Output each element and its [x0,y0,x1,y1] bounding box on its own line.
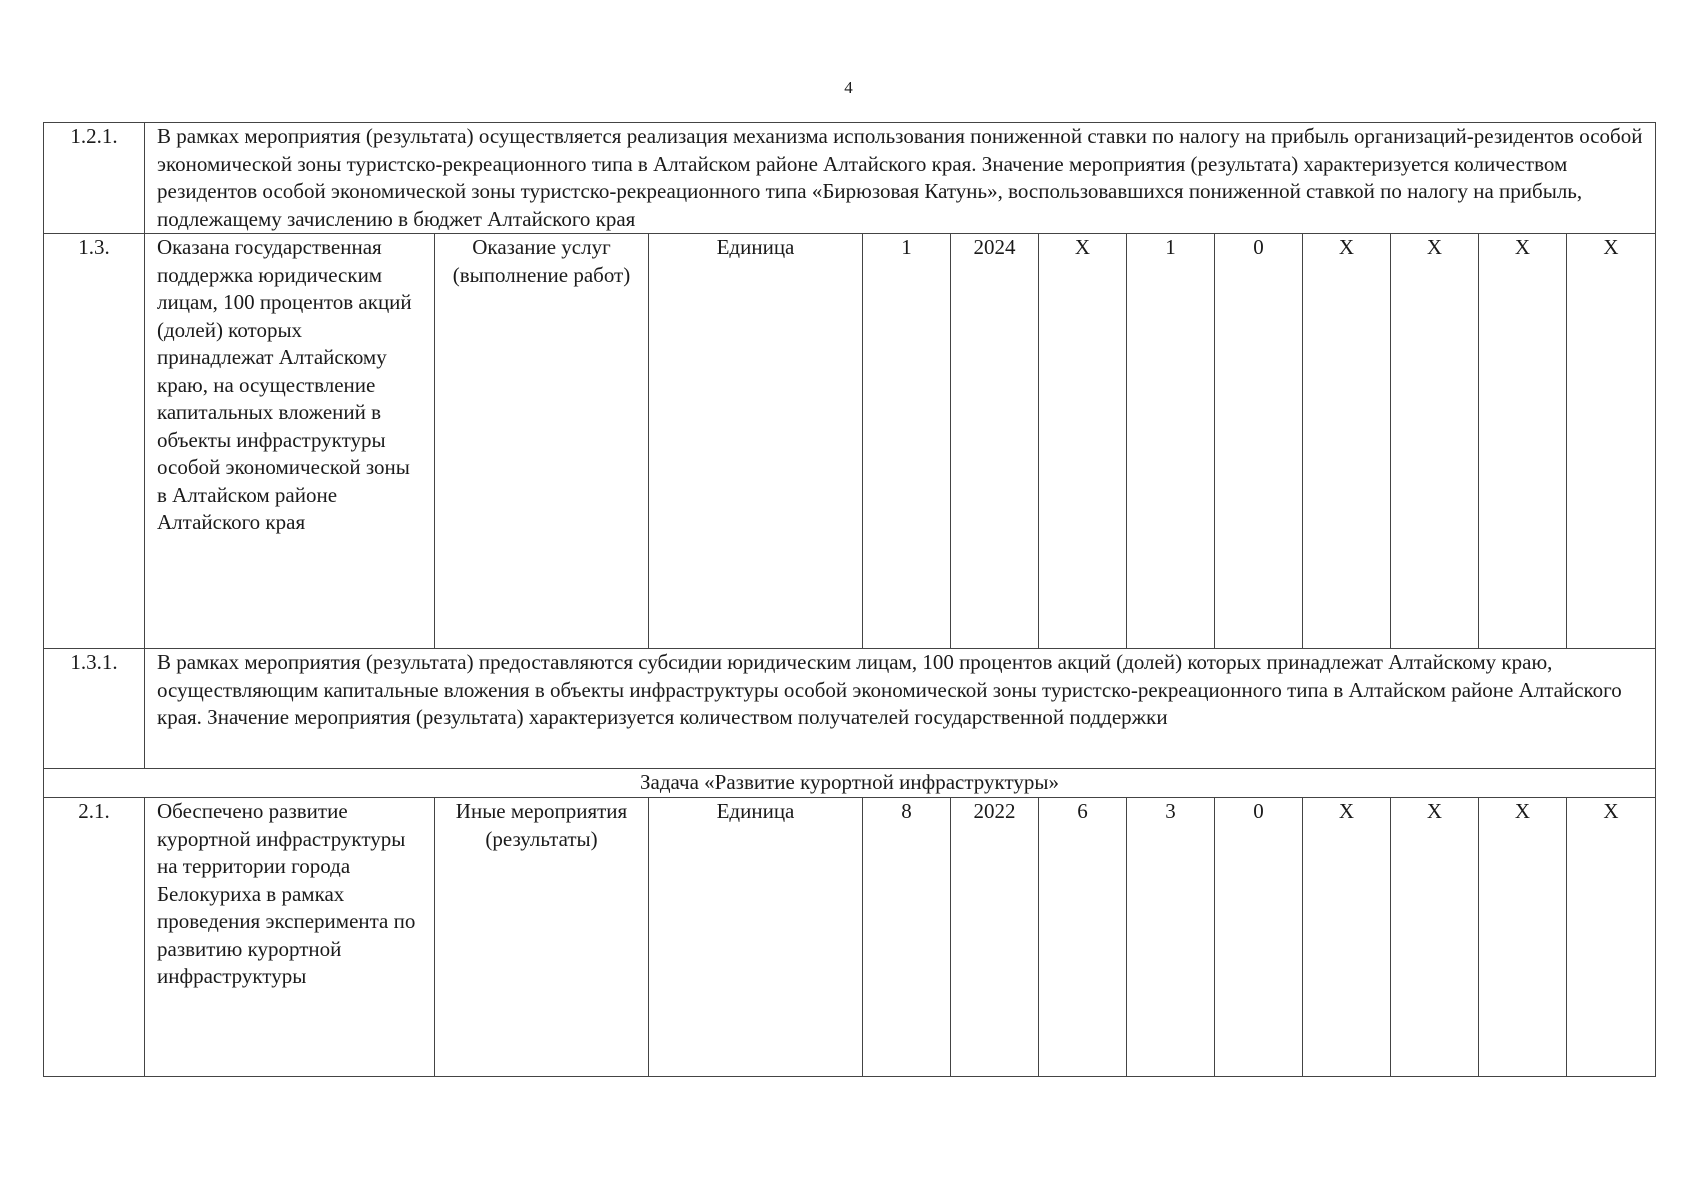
base-value: 8 [863,798,951,1077]
value-cell: X [1039,234,1127,649]
value-cell: X [1391,798,1479,1077]
result-name: Оказана государственная поддержка юридическим лицам, 100 процентов акций (долей) которых принадлежат Алтайскому краю, на осуществление капитальных вложений в объекты инфраструктуры особой экономической зоны в Алтайском районе Алтайского края [145,234,435,649]
value-cell: 1 [1127,234,1215,649]
row-number: 1.2.1. [44,123,145,234]
measure-description: В рамках мероприятия (результата) осуществляется реализация механизма использования пониженной ставки по налогу на прибыль организаций-резидентов особой экономической зоны туристско-рекреационного типа в Алтайском районе Алтайского края. Значение мероприятия (результата) характеризуется количеством резидентов особой экономической зоны туристско-рекреационного типа «Бирюзовая Катунь», воспользовавшихся пониженной ставкой по налогу на прибыль, подлежащему зачислению в бюджет Алтайского края [145,123,1656,234]
table-row [44,649,1656,769]
value-cell: X [1567,798,1656,1077]
table-row [44,234,1656,649]
value-cell: X [1567,234,1656,649]
base-value: 1 [863,234,951,649]
measure-description: В рамках мероприятия (результата) предоставляются субсидии юридическим лицам, 100 процентов акций (долей) которых принадлежат Алтайскому краю, осуществляющим капитальные вложения в объекты инфраструктуры особой экономической зоны туристско-рекреационного типа в Алтайском районе Алтайского края. Значение мероприятия (результата) характеризуется количеством получателей государственной поддержки [145,649,1656,769]
value-cell: X [1391,234,1479,649]
table-row [44,123,1656,234]
unit-of-measure: Единица [649,234,863,649]
row-number: 2.1. [44,798,145,1077]
base-year: 2022 [951,798,1039,1077]
page-number: 4 [844,78,853,97]
task-title: Задача «Развитие курортной инфраструктуры» [44,769,1656,798]
value-cell: 0 [1215,798,1303,1077]
table-row [44,769,1656,798]
unit-of-measure: Единица [649,798,863,1077]
value-cell: 3 [1127,798,1215,1077]
result-name: Обеспечено развитие курортной инфраструктуры на территории города Белокуриха в рамках проведения эксперимента по развитию курортной инфраструктуры [145,798,435,1077]
value-cell: 0 [1215,234,1303,649]
result-type: Оказание услуг (выполнение работ) [435,234,649,649]
table-row [44,798,1656,1077]
value-cell: X [1303,798,1391,1077]
value-cell: 6 [1039,798,1127,1077]
row-number: 1.3. [44,234,145,649]
value-cell: X [1303,234,1391,649]
value-cell: X [1479,798,1567,1077]
measures-table [43,122,1656,1077]
base-year: 2024 [951,234,1039,649]
result-type: Иные мероприятия (результаты) [435,798,649,1077]
row-number: 1.3.1. [44,649,145,769]
value-cell: X [1479,234,1567,649]
